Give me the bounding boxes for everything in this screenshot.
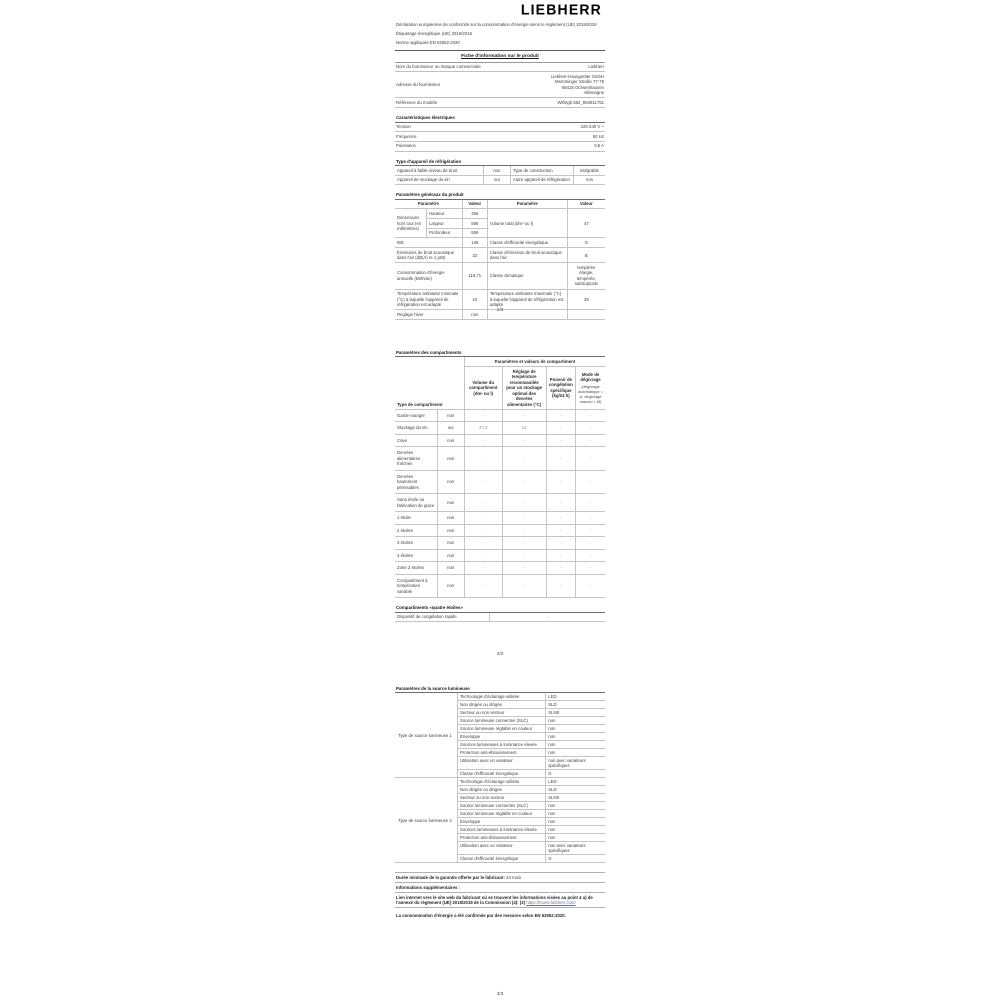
compartment-freezing-capacity: - bbox=[546, 470, 575, 494]
compartment-freezing-capacity: - bbox=[546, 409, 575, 422]
light-source-row bbox=[458, 709, 605, 717]
applied-standard-line: Norme appliquée EN 62552:2020 bbox=[396, 40, 460, 46]
compartment-volume: - bbox=[464, 549, 502, 562]
compartment-present: non bbox=[437, 447, 464, 471]
light-source-1-label: Type de source lumineuse 1 bbox=[395, 693, 458, 777]
compartment-name: 1 étoile bbox=[395, 512, 437, 525]
fridge-type-label: Autre appareil de réfrigération bbox=[510, 175, 573, 185]
compartment-temperature: - bbox=[502, 562, 546, 575]
fridge-type-row bbox=[395, 166, 605, 175]
general-param-value: 38 bbox=[567, 289, 605, 310]
compartments-section-heading: Paramètres des compartiments bbox=[395, 350, 605, 357]
light-source-row bbox=[458, 757, 605, 770]
light-param-label: Enveloppe bbox=[458, 818, 546, 825]
compartments-table bbox=[395, 357, 605, 598]
compartment-defrost-mode: - bbox=[576, 549, 605, 562]
light-source-row bbox=[458, 855, 605, 862]
light-param-value: non bbox=[548, 803, 556, 809]
compartment-volume: - bbox=[464, 447, 502, 471]
liebherr-logo: LIEBHERR bbox=[520, 0, 602, 18]
light-source-row bbox=[458, 741, 605, 749]
electrical-value: 50 Hz bbox=[525, 132, 605, 142]
electrical-row bbox=[395, 141, 605, 151]
compartment-defrost-mode: - bbox=[576, 422, 605, 435]
light-source-group-1 bbox=[395, 693, 605, 778]
compartment-present: non bbox=[437, 409, 464, 422]
compartment-temperature: - bbox=[502, 549, 546, 562]
general-param-value: 119,71 bbox=[462, 263, 487, 289]
fast-freeze-label: Dispositif de congélation rapide bbox=[395, 613, 490, 622]
general-param-value: 32 bbox=[462, 248, 487, 263]
compartment-defrost-mode: - bbox=[576, 494, 605, 512]
compartment-present: non bbox=[437, 562, 464, 575]
compartment-name: Sans étoile ou fabrication de glace bbox=[395, 494, 437, 512]
compartment-present: non bbox=[437, 494, 464, 512]
compartment-name: Garde-manger bbox=[395, 409, 437, 422]
fridge-type-label: Type de construction bbox=[510, 166, 573, 175]
general-param-value: G bbox=[567, 238, 605, 248]
light-source-row bbox=[458, 701, 605, 709]
compartment-volume: - bbox=[464, 434, 502, 447]
light-param-value: non bbox=[548, 827, 556, 833]
general-param-value: 10 bbox=[462, 289, 487, 310]
light-source-row bbox=[458, 770, 605, 777]
fridge-type-value: intégrable bbox=[573, 166, 605, 175]
light-param-value: G bbox=[548, 856, 552, 862]
compartment-row bbox=[395, 537, 605, 550]
compartment-defrost-mode: - bbox=[576, 470, 605, 494]
address-line: Liebherr-Hausgeräte GmbH bbox=[550, 73, 604, 79]
light-param-label: Enveloppe bbox=[458, 733, 546, 740]
fridge-type-value: non bbox=[483, 166, 510, 175]
light-param-value: non bbox=[548, 750, 556, 756]
light-param-label: Utilisation avec un variateur bbox=[458, 757, 546, 769]
light-param-label: Source lumineuse réglable en couleur bbox=[458, 725, 546, 732]
dimension-value: 559 bbox=[462, 228, 487, 238]
compartment-volume: - bbox=[464, 409, 502, 422]
compartment-volume: - bbox=[464, 562, 502, 575]
compartment-row bbox=[395, 422, 605, 435]
light-param-label: Secteur ou non secteur bbox=[458, 794, 546, 801]
dimension-name: Largeur bbox=[427, 219, 463, 229]
dimension-value: 455 bbox=[462, 209, 487, 219]
manufacturer-link-text: Lien internet vers le site web du fabricant où se trouvent les informations visées au point 4 a) de l'annexe du règlement (UE) 2019/2019 de la Commission (4): (2) bbox=[396, 895, 593, 906]
light-param-label: Classe d'efficacité énergétique bbox=[458, 770, 546, 777]
electrical-value: 0.5 A bbox=[525, 141, 605, 151]
model-reference-row bbox=[395, 98, 605, 108]
compartment-row bbox=[395, 447, 605, 471]
electrical-row bbox=[395, 132, 605, 142]
light-source-row bbox=[458, 826, 605, 834]
light-param-label: Source lumineuse connectée (SLC) bbox=[458, 717, 546, 724]
page-number-2: 2/3 bbox=[496, 651, 504, 656]
light-param-value: non bbox=[548, 742, 556, 748]
compartment-defrost-mode: - bbox=[576, 574, 605, 598]
address-line: 88416 Ochsenhausen bbox=[561, 84, 604, 90]
supplier-address-value bbox=[525, 72, 605, 98]
param-column-header: Paramètre bbox=[395, 200, 462, 209]
compartment-name: Denrées hautement périssables bbox=[395, 470, 437, 494]
electrical-label: Puissance bbox=[395, 141, 525, 151]
param-column-header: Paramètre bbox=[487, 200, 567, 209]
light-param-value: SLNS bbox=[548, 795, 560, 801]
light-param-value: non bbox=[548, 718, 556, 724]
model-reference-value: WKEgb 582_993911751 bbox=[525, 98, 605, 108]
light-source-row bbox=[458, 786, 605, 794]
light-param-label: Source lumineuse connectée (SLC) bbox=[458, 802, 546, 809]
supplier-name-label: Nom du fournisseur ou marque commerciale bbox=[395, 63, 525, 72]
light-param-label: Protection anti-éblouissement bbox=[458, 749, 546, 756]
fast-freeze-row bbox=[395, 613, 605, 622]
light-param-label: Classe d'efficacité énergétique bbox=[458, 855, 546, 862]
fridge-type-label: Appareil de stockage du vin bbox=[395, 175, 483, 185]
compartment-defrost-mode: - bbox=[576, 434, 605, 447]
compartment-name: 4 étoiles bbox=[395, 549, 437, 562]
value-column-header: Valeur bbox=[462, 200, 487, 209]
electrical-row bbox=[395, 123, 605, 132]
light-source-row bbox=[458, 834, 605, 842]
compartment-temperature: - bbox=[502, 537, 546, 550]
compartment-present: non bbox=[437, 512, 464, 525]
general-parameter-row bbox=[395, 238, 605, 248]
light-source-section-heading: Paramètres de la source lumineuse bbox=[395, 686, 605, 693]
temperature-column-header: Réglage de température recommandée pour un stockage optimal des denrées alimentaires (°C) bbox=[502, 367, 546, 410]
general-parameter-row bbox=[395, 263, 605, 289]
light-param-value: non bbox=[548, 734, 556, 740]
light-source-row bbox=[458, 725, 605, 733]
light-param-label: Non dirigée ou dirigée bbox=[458, 786, 546, 793]
compartment-name: Denrées alimentaires fraîches bbox=[395, 447, 437, 471]
light-source-row bbox=[458, 749, 605, 757]
general-param-label: IEE bbox=[395, 238, 462, 248]
light-param-value: non bbox=[548, 835, 556, 841]
dimensions-row bbox=[395, 209, 605, 219]
light-param-label: Source lumineuse réglable en couleur bbox=[458, 810, 546, 817]
light-param-value: LED bbox=[548, 779, 557, 785]
compartment-present: non bbox=[437, 434, 464, 447]
compartment-name: 3 étoiles bbox=[395, 537, 437, 550]
defrost-mode-column-header bbox=[576, 367, 605, 410]
compartment-freezing-capacity: - bbox=[546, 562, 575, 575]
light-source-row bbox=[458, 802, 605, 810]
compartment-present: non bbox=[437, 470, 464, 494]
compartment-name: Cave bbox=[395, 434, 437, 447]
compartment-temperature: - bbox=[502, 512, 546, 525]
light-param-value: SLD bbox=[548, 787, 557, 793]
compartment-values-span-header: Paramètres et valeurs de compartiment bbox=[464, 357, 605, 366]
conformity-declaration-line: Déclaration européenne de conformité sur la consommation d'énergie selon le règlement (UE) 2019/2019 bbox=[396, 22, 597, 27]
light-param-label: Sources lumineuses à luminance élevée bbox=[458, 741, 546, 748]
compartment-freezing-capacity: - bbox=[546, 537, 575, 550]
fridge-type-table bbox=[395, 166, 605, 185]
light-param-label: Technologie d'éclairage utilisée bbox=[458, 693, 546, 700]
light-param-label: Secteur ou non secteur bbox=[458, 709, 546, 716]
light-param-value: G bbox=[548, 771, 552, 777]
fridge-type-section-heading: Type d'appareil de réfrigération bbox=[395, 159, 605, 166]
fridge-type-value: non bbox=[573, 175, 605, 185]
manufacturer-website-link[interactable]: https://home.liebherr.com/ bbox=[526, 900, 576, 906]
compartment-temperature: - bbox=[502, 434, 546, 447]
compartment-freezing-capacity: - bbox=[546, 422, 575, 435]
light-source-row bbox=[458, 778, 605, 786]
compartment-defrost-mode: - bbox=[576, 537, 605, 550]
warranty-value: 24 mois bbox=[506, 875, 522, 881]
light-param-value: non avec variateurs spécifiques bbox=[548, 758, 586, 769]
light-source-group-2 bbox=[395, 778, 605, 863]
electrical-value: 220-240 V ~ bbox=[525, 123, 605, 132]
supplier-name-row bbox=[395, 63, 605, 72]
general-param-value: B bbox=[567, 248, 605, 263]
compartment-temperature: - bbox=[502, 447, 546, 471]
general-param-value: 145 bbox=[462, 238, 487, 248]
light-source-row bbox=[458, 810, 605, 818]
electrical-table bbox=[395, 123, 605, 152]
total-volume-value: 47 bbox=[567, 209, 605, 238]
light-param-value: non bbox=[548, 819, 556, 825]
compartment-row bbox=[395, 434, 605, 447]
light-param-label: Non dirigée ou dirigée bbox=[458, 701, 546, 708]
compartment-freezing-capacity: - bbox=[546, 574, 575, 598]
winter-setting-label: Réglage hiver bbox=[395, 310, 462, 320]
electrical-label: Tension bbox=[395, 123, 525, 132]
compartment-present: non bbox=[437, 549, 464, 562]
four-star-section-heading: Compartiments «quatre étoiles» bbox=[395, 605, 605, 612]
compartment-temperature: - bbox=[502, 470, 546, 494]
model-reference-label: Référence du modèle bbox=[395, 98, 525, 108]
compartment-row bbox=[395, 524, 605, 537]
compartment-row bbox=[395, 562, 605, 575]
light-param-value: non avec variateurs spécifiques bbox=[548, 843, 586, 854]
supplier-table bbox=[395, 63, 605, 109]
light-param-value: SLNS bbox=[548, 710, 560, 716]
light-param-label: Utilisation avec un variateur bbox=[458, 842, 546, 854]
fridge-type-value: oui bbox=[483, 175, 510, 185]
compartment-freezing-capacity: - bbox=[546, 512, 575, 525]
compartment-defrost-mode: - bbox=[576, 447, 605, 471]
general-header-row bbox=[395, 200, 605, 209]
compartment-present: non bbox=[437, 524, 464, 537]
energy-labelling-line: Étiquetage énergétique (UE) 2019/2016 bbox=[396, 31, 472, 37]
compartment-name: Compartiment à température variable bbox=[395, 574, 437, 598]
winter-setting-value: non bbox=[462, 310, 487, 320]
compartment-defrost-mode: - bbox=[576, 512, 605, 525]
light-param-value: non bbox=[548, 726, 556, 732]
four-star-table bbox=[395, 613, 605, 623]
value-column-header: Valeur bbox=[567, 200, 605, 209]
manufacturer-link-row bbox=[395, 893, 605, 908]
page-number-3: 3/3 bbox=[496, 991, 504, 996]
compartment-name: Stockage du vin bbox=[395, 422, 437, 435]
compartment-volume: - bbox=[464, 537, 502, 550]
compartment-volume: - bbox=[464, 574, 502, 598]
general-param-value: tempérée élargie, tempérée, subtropicale bbox=[567, 263, 605, 289]
warranty-label: Durée minimale de la garantie offerte par le fabricant: bbox=[396, 875, 505, 881]
compartment-row bbox=[395, 494, 605, 512]
light-source-row bbox=[458, 794, 605, 802]
general-param-label: Classe d'efficacité énergétique bbox=[487, 238, 567, 248]
general-parameters-table bbox=[395, 200, 605, 320]
compartment-row bbox=[395, 549, 605, 562]
dimension-name: Hauteur bbox=[427, 209, 463, 219]
light-source-row bbox=[458, 733, 605, 741]
volume-column-header: Volume du compartiment (dm³ ou l) bbox=[464, 367, 502, 410]
light-param-label: Protection anti-éblouissement bbox=[458, 834, 546, 841]
fast-freeze-value: - bbox=[490, 613, 606, 622]
electrical-section-heading: Caractéristiques électriques bbox=[395, 115, 605, 122]
address-line: Allemagne bbox=[583, 90, 604, 96]
additional-info-label: Informations supplémentaires : bbox=[396, 885, 460, 891]
light-source-row bbox=[458, 717, 605, 725]
warranty-row bbox=[395, 872, 605, 883]
general-param-label: Classe d'émission de bruit acoustique dans l'air bbox=[487, 248, 567, 263]
compartments-span-header-row bbox=[395, 357, 605, 366]
compartment-temperature: - bbox=[502, 574, 546, 598]
compartment-freezing-capacity: - bbox=[546, 549, 575, 562]
compartment-volume: - bbox=[464, 512, 502, 525]
compartment-defrost-mode: - bbox=[576, 562, 605, 575]
general-param-label: Température ambiante maximale (°C) à laquelle l'appareil de réfrigération est adapté bbox=[487, 289, 567, 310]
supplier-address-label: Adresse du fournisseur bbox=[395, 72, 525, 98]
freezing-capacity-column-header: Pouvoir de congélation spécifique (kg/24 h) bbox=[546, 367, 575, 410]
light-param-value: SLD bbox=[548, 702, 557, 708]
compartment-volume: - bbox=[464, 470, 502, 494]
energy-confirmation-note: La consommation d'énergie a été confirmée par des mesures selon EN 62552:2020. bbox=[396, 913, 566, 919]
compartment-name: 2 étoiles bbox=[395, 524, 437, 537]
compartment-row bbox=[395, 574, 605, 598]
compartment-freezing-capacity: - bbox=[546, 434, 575, 447]
compartment-present: non bbox=[437, 574, 464, 598]
general-section-heading: Paramètres généraux du produit bbox=[395, 192, 605, 199]
dimension-value: 595 bbox=[462, 219, 487, 229]
dimension-name: Profondeur bbox=[427, 228, 463, 238]
light-source-2-label: Type de source lumineuse 2 bbox=[395, 778, 458, 862]
supplier-name-value: Liebherr bbox=[525, 63, 605, 72]
compartment-temperature: 12 bbox=[502, 422, 546, 435]
compartment-row bbox=[395, 470, 605, 494]
compartment-temperature: - bbox=[502, 494, 546, 512]
general-param-label: Consommation d'énergie annuelle (kWh/an) bbox=[395, 263, 462, 289]
compartment-freezing-capacity: - bbox=[546, 447, 575, 471]
light-source-row bbox=[458, 842, 605, 855]
compartment-type-column-header: Type de compartiment bbox=[395, 357, 464, 409]
compartment-freezing-capacity: - bbox=[546, 494, 575, 512]
light-source-row bbox=[458, 818, 605, 826]
compartment-row bbox=[395, 512, 605, 525]
compartment-volume: - bbox=[464, 524, 502, 537]
compartment-present: oui bbox=[437, 422, 464, 435]
defrost-mode-title: Mode de dégivrage bbox=[580, 371, 601, 383]
compartment-name: Zone 2 étoiles bbox=[395, 562, 437, 575]
page-3 bbox=[395, 686, 605, 918]
document-title: Fiche d'information sur le produit bbox=[461, 53, 539, 59]
additional-info-row bbox=[395, 883, 605, 893]
compartment-volume: 47,0 bbox=[464, 422, 502, 435]
compartment-freezing-capacity: - bbox=[546, 524, 575, 537]
general-param-label: Classe climatique bbox=[487, 263, 567, 289]
page-2 bbox=[395, 350, 605, 622]
light-param-value: LED bbox=[548, 694, 557, 700]
compartment-present: non bbox=[437, 537, 464, 550]
compartment-temperature: - bbox=[502, 524, 546, 537]
light-param-label: Technologie d'éclairage utilisée bbox=[458, 778, 546, 785]
defrost-mode-note: (dégivrage automatique = A, dégivrage manuel = M) bbox=[578, 383, 603, 404]
page-1 bbox=[395, 2, 605, 320]
compartment-volume: - bbox=[464, 494, 502, 512]
page-number-1: 1/3 bbox=[496, 307, 504, 312]
light-source-row bbox=[458, 693, 605, 701]
light-param-value: non bbox=[548, 811, 556, 817]
electrical-label: Fréquence bbox=[395, 132, 525, 142]
compartment-defrost-mode: - bbox=[576, 524, 605, 537]
general-param-label: Température ambiante minimale (°C) à laquelle l'appareil de réfrigération est adapté bbox=[395, 289, 462, 310]
dimensions-label: Dimensions hors tout (en millimètres) bbox=[395, 209, 427, 238]
address-line: Memminger Straße 77-79 bbox=[555, 79, 604, 85]
general-param-label: Émissions de bruit acoustique dans l'air (dB(A) re 1 pW) bbox=[395, 248, 462, 263]
fridge-type-label: Appareil à faible niveau de bruit bbox=[395, 166, 483, 175]
general-parameter-row bbox=[395, 248, 605, 263]
compartment-temperature: - bbox=[502, 409, 546, 422]
total-volume-label: Volume total (dm³ ou l) bbox=[487, 209, 567, 238]
fridge-type-row bbox=[395, 175, 605, 185]
header-divider bbox=[395, 50, 605, 51]
compartment-row bbox=[395, 409, 605, 422]
supplier-address-row bbox=[395, 72, 605, 98]
light-param-label: Sources lumineuses à luminance élevée bbox=[458, 826, 546, 833]
compartment-defrost-mode: - bbox=[576, 409, 605, 422]
